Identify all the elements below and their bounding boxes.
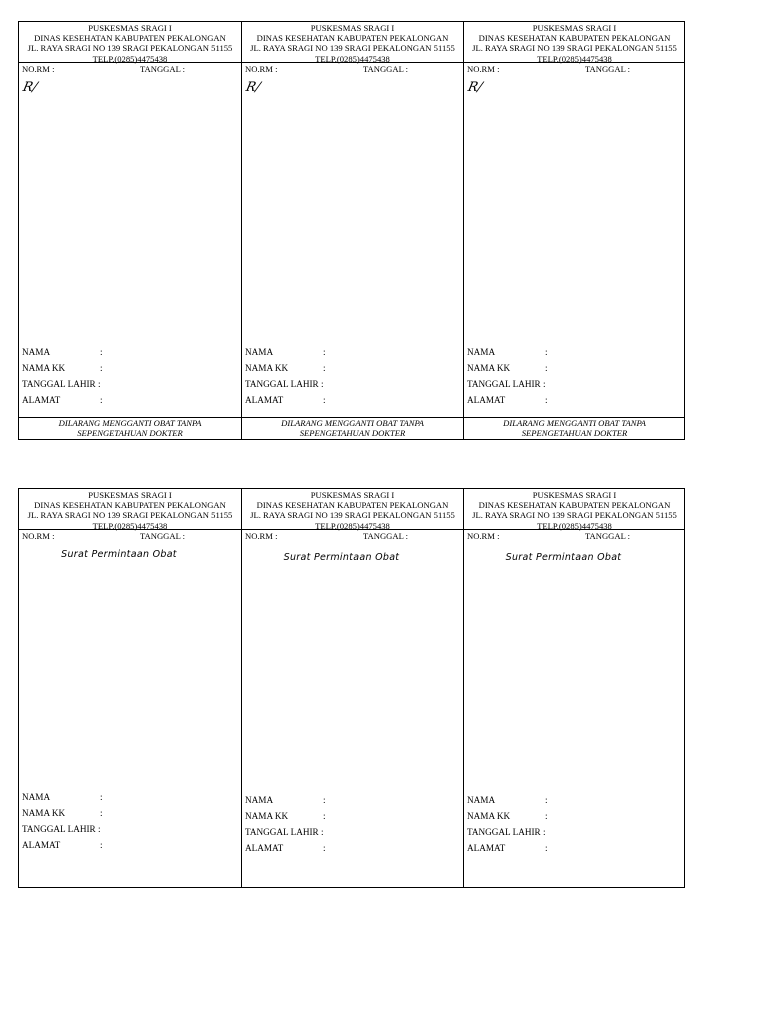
field-nama: NAMA :	[245, 347, 326, 357]
form-header	[464, 22, 685, 63]
field-nama: NAMA :	[22, 792, 103, 802]
medicine-request-sheet	[18, 488, 685, 888]
agency-name: DINAS KESEHATAN KABUPATEN PEKALONGAN	[34, 33, 226, 44]
prescription-form	[463, 22, 685, 439]
medicine-request-form	[241, 489, 463, 887]
field-tanggal-lahir: TANGGAL LAHIR :	[467, 379, 546, 389]
no-rm-label: NO.RM :	[467, 64, 500, 74]
no-rm-label: NO.RM :	[245, 531, 278, 541]
tanggal-label: TANGGAL :	[585, 64, 631, 74]
prescription-form	[19, 22, 241, 439]
field-alamat: ALAMAT :	[22, 840, 103, 850]
clinic-name: PUSKESMAS SRAGI I	[532, 490, 617, 500]
no-rm-label: NO.RM :	[467, 531, 500, 541]
field-nama-kk: NAMA KK :	[245, 363, 326, 373]
clinic-address: JL. RAYA SRAGI NO 139 SRAGI PEKALONGAN 51155	[250, 43, 455, 54]
patient-fields	[467, 344, 682, 408]
prescription-form	[241, 22, 463, 439]
agency-name: DINAS KESEHATAN KABUPATEN PEKALONGAN	[478, 33, 671, 44]
clinic-phone: TELP.(0285)4475438	[537, 53, 612, 64]
field-tanggal-lahir: TANGGAL LAHIR :	[22, 379, 101, 389]
form-footer-warning: DILARANG MENGGANTI OBAT TANPA SEPENGETAHUAN DOKTER	[19, 417, 241, 439]
form-header	[19, 22, 241, 63]
request-title: Surat Permintaan Obat	[61, 549, 177, 560]
request-title: Surat Permintaan Obat	[505, 552, 622, 563]
field-alamat: ALAMAT :	[245, 395, 326, 405]
form-header	[242, 489, 463, 530]
rx-symbol: R/	[466, 80, 484, 95]
patient-fields	[22, 344, 238, 408]
tanggal-label: TANGGAL :	[363, 531, 409, 541]
clinic-phone: TELP.(0285)4475438	[92, 520, 168, 531]
patient-fields	[467, 792, 682, 856]
rx-symbol: R/	[244, 80, 262, 95]
tanggal-label: TANGGAL :	[140, 531, 186, 541]
patient-fields	[245, 792, 460, 856]
request-title: Surat Permintaan Obat	[283, 552, 400, 563]
medicine-request-form	[463, 489, 685, 887]
form-footer-warning: DILARANG MENGGANTI OBAT TANPA SEPENGETAHUAN DOKTER	[242, 417, 463, 439]
agency-name: DINAS KESEHATAN KABUPATEN PEKALONGAN	[256, 33, 449, 44]
field-tanggal-lahir: TANGGAL LAHIR :	[467, 827, 546, 837]
clinic-phone: TELP.(0285)4475438	[315, 520, 390, 531]
patient-fields	[22, 789, 238, 853]
field-nama-kk: NAMA KK :	[467, 363, 548, 373]
field-nama: NAMA :	[22, 347, 103, 357]
meta-row	[22, 531, 238, 541]
field-nama: NAMA :	[467, 347, 548, 357]
field-nama-kk: NAMA KK :	[467, 811, 548, 821]
clinic-name: PUSKESMAS SRAGI I	[310, 490, 395, 500]
clinic-name: PUSKESMAS SRAGI I	[88, 490, 172, 500]
field-alamat: ALAMAT :	[467, 843, 548, 853]
prescription-sheet	[18, 21, 685, 440]
field-alamat: ALAMAT :	[245, 843, 326, 853]
clinic-address: JL. RAYA SRAGI NO 139 SRAGI PEKALONGAN 51155	[27, 43, 233, 54]
meta-row	[22, 64, 238, 74]
form-header	[242, 22, 463, 63]
rx-symbol: R/	[21, 80, 39, 95]
field-nama-kk: NAMA KK :	[22, 808, 103, 818]
clinic-address: JL. RAYA SRAGI NO 139 SRAGI PEKALONGAN 51155	[250, 510, 455, 521]
tanggal-label: TANGGAL :	[140, 64, 186, 74]
field-nama-kk: NAMA KK :	[22, 363, 103, 373]
clinic-phone: TELP.(0285)4475438	[537, 520, 612, 531]
tanggal-label: TANGGAL :	[363, 64, 409, 74]
field-tanggal-lahir: TANGGAL LAHIR :	[22, 824, 101, 834]
clinic-name: PUSKESMAS SRAGI I	[88, 23, 172, 33]
field-tanggal-lahir: TANGGAL LAHIR :	[245, 827, 324, 837]
form-header	[464, 489, 685, 530]
meta-row	[467, 64, 682, 74]
form-header	[19, 489, 241, 530]
agency-name: DINAS KESEHATAN KABUPATEN PEKALONGAN	[256, 500, 449, 511]
clinic-phone: TELP.(0285)4475438	[92, 53, 168, 64]
field-alamat: ALAMAT :	[467, 395, 548, 405]
tanggal-label: TANGGAL :	[585, 531, 631, 541]
field-nama: NAMA :	[467, 795, 548, 805]
no-rm-label: NO.RM :	[245, 64, 278, 74]
field-tanggal-lahir: TANGGAL LAHIR :	[245, 379, 324, 389]
meta-row	[245, 531, 460, 541]
form-footer-warning: DILARANG MENGGANTI OBAT TANPA SEPENGETAHUAN DOKTER	[464, 417, 685, 439]
clinic-address: JL. RAYA SRAGI NO 139 SRAGI PEKALONGAN 51155	[27, 510, 233, 521]
clinic-name: PUSKESMAS SRAGI I	[310, 23, 395, 33]
clinic-address: JL. RAYA SRAGI NO 139 SRAGI PEKALONGAN 51155	[472, 510, 677, 521]
meta-row	[467, 531, 682, 541]
meta-row	[245, 64, 460, 74]
clinic-name: PUSKESMAS SRAGI I	[532, 23, 617, 33]
clinic-phone: TELP.(0285)4475438	[315, 53, 390, 64]
no-rm-label: NO.RM :	[22, 64, 55, 74]
field-nama-kk: NAMA KK :	[245, 811, 326, 821]
agency-name: DINAS KESEHATAN KABUPATEN PEKALONGAN	[34, 500, 226, 511]
agency-name: DINAS KESEHATAN KABUPATEN PEKALONGAN	[478, 500, 671, 511]
no-rm-label: NO.RM :	[22, 531, 55, 541]
field-nama: NAMA :	[245, 795, 326, 805]
medicine-request-form	[19, 489, 241, 887]
patient-fields	[245, 344, 460, 408]
clinic-address: JL. RAYA SRAGI NO 139 SRAGI PEKALONGAN 51155	[472, 43, 677, 54]
field-alamat: ALAMAT :	[22, 395, 103, 405]
